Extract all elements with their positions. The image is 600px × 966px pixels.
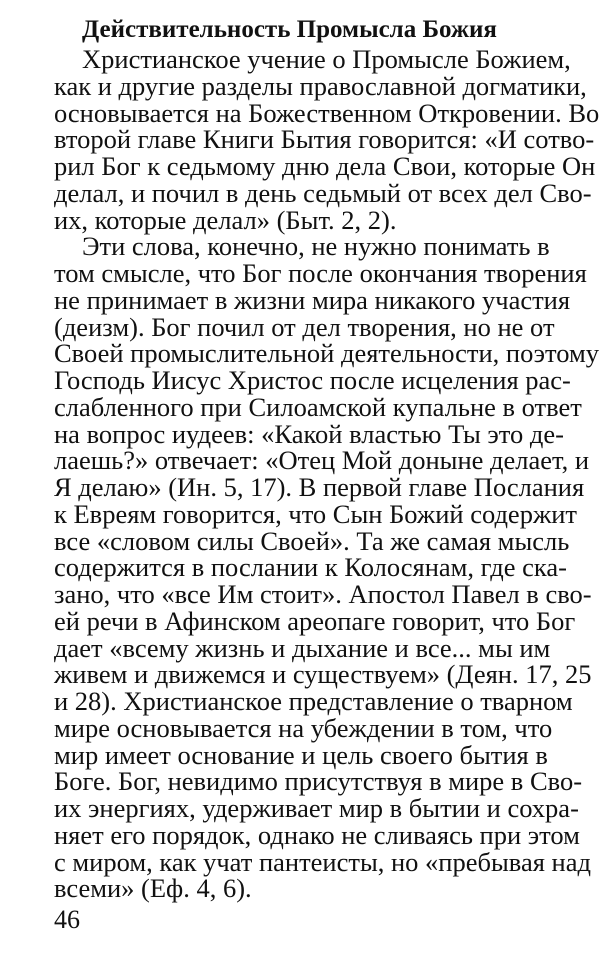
text-line: рил Бог к седьмому дню дела Свои, которые Он bbox=[54, 151, 596, 181]
text-line: не принимает в жизни мира никакого участия bbox=[54, 284, 571, 315]
text-line: (деизм). Бог почил от дел творения, но не от bbox=[54, 311, 555, 342]
text-line: на вопрос иудеев: «Какой властью Ты это де- bbox=[54, 418, 564, 449]
text-line: второй главе Книги Бытия говорится: «И сотво- bbox=[54, 124, 595, 155]
text-line: Боге. Бог, невидимо присутствуя в мире в Сво- bbox=[54, 766, 583, 797]
text-line: все «словом силы Своей». Та же самая мысль bbox=[54, 525, 570, 556]
text-line: Я делаю» (Ин. 5, 17). В первой главе Послания bbox=[54, 472, 585, 502]
text-line: слабленного при Силоамской купальне в ответ bbox=[54, 391, 582, 422]
section-heading: Действительность Промысла Божия bbox=[82, 16, 497, 43]
page-number: 46 bbox=[54, 905, 80, 934]
text-line: мире основывается на убеждении в том, что bbox=[54, 712, 553, 743]
text-line: живем и движемся и существуем» (Деян. 17, 25 bbox=[54, 659, 592, 690]
text-line: основывается на Божественном Откровении. Во bbox=[54, 97, 600, 128]
text-line: Эти слова, конечно, не нужно понимать в bbox=[82, 231, 550, 262]
text-line: няет его порядок, однако не сливаясь при этом bbox=[54, 819, 580, 850]
text-line: делал, и почил в день седьмый от всех дел Сво- bbox=[54, 177, 592, 208]
text-line: всеми» (Еф. 4, 6). bbox=[54, 873, 252, 904]
text-line: зано, что «все Им стоит». Апостол Павел в сво- bbox=[54, 579, 592, 609]
text-line: как и другие разделы православной догматики, bbox=[54, 70, 587, 101]
text-line: их энергиях, удерживает мир в бытии и сохра- bbox=[54, 793, 579, 823]
text-line: содержится в послании к Колосянам, где ска- bbox=[54, 552, 567, 583]
text-line: Христианское учение о Промысле Божием, bbox=[82, 44, 571, 74]
text-line: дает «всему жизнь и дыхание и все... мы им bbox=[54, 632, 551, 663]
text-line: мир имеет основание и цель своего бытия в bbox=[54, 739, 548, 770]
text-line: и 28). Христианское представление о тварном bbox=[54, 686, 573, 716]
text-line: Господь Иисус Христос после исцеления рас- bbox=[54, 365, 571, 395]
text-line: с миром, как учат пантеисты, но «пребывая над bbox=[54, 846, 591, 877]
text-line: к Евреям говорится, что Сын Божий содержит bbox=[54, 498, 578, 529]
text-line: Своей промыслительной деятельности, поэтому bbox=[54, 338, 600, 369]
text-line: ей речи в Афинском ареопаге говорит, что Бог bbox=[54, 605, 576, 636]
text-line: том смысле, что Бог после окончания творения bbox=[54, 258, 587, 288]
text-line: их, которые делал» (Быт. 2, 2). bbox=[54, 204, 397, 235]
text-line: лаешь?» отвечает: «Отец Мой доныне делает, и bbox=[54, 445, 590, 476]
